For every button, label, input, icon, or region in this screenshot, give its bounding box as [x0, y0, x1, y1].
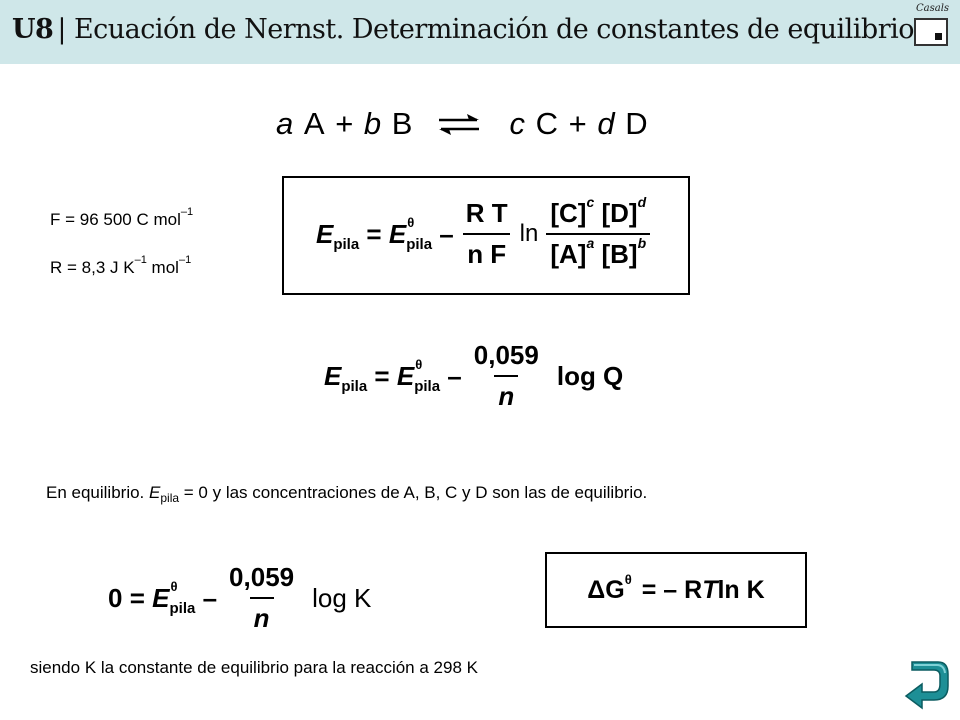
- species-b: B: [391, 106, 414, 141]
- publisher-logo: Casals: [912, 2, 952, 50]
- gibbs-equation-box: ΔG θ = – R T ln K: [545, 552, 807, 628]
- coef-d: d: [597, 106, 616, 141]
- rt-over-nf: $\frac{\text{R T}}{\text{n F}}$: [462, 198, 512, 270]
- chemical-reaction: a A + b B c C + d D: [276, 106, 649, 141]
- coef-c: c: [509, 106, 526, 141]
- logo-icon: [914, 18, 948, 46]
- slide-header: [0, 0, 960, 64]
- nernst-equation: E pila = E θ pila – $\frac{\text{R T}}{\text{n F}}$ ln $\frac{[C]^c [D]^d}{[A]^a [B]^b}$: [316, 198, 658, 270]
- species-a: A: [303, 106, 326, 141]
- coef-b: b: [363, 106, 383, 141]
- return-arrow-icon: [904, 656, 952, 710]
- coef-over-n-eq: $\frac{0,059}{n}$: [229, 562, 295, 633]
- species-c: C: [535, 106, 559, 141]
- coef-over-n: $\frac{0,059}{n}$: [473, 340, 539, 411]
- gas-constant: R = 8,3 J $K^{-1}$ mol$^{-1}$: [50, 254, 192, 277]
- coef-a: a: [276, 106, 295, 141]
- return-arrow-button[interactable]: [904, 656, 952, 710]
- title-separator: |: [57, 14, 66, 45]
- equilibrium-note: En equilibrio. $E_{pila} = 0$ y las concentraciones de A, B, C y D son las de equilibrio.: [46, 483, 648, 505]
- species-d: D: [625, 106, 649, 141]
- physical-constants: [50, 206, 194, 306]
- reaction-quotient: $\frac{[C]^c [D]^d}{[A]^a [B]^b}$: [546, 198, 650, 270]
- unit-label: U8: [12, 14, 54, 45]
- footer-note: siendo K la constante de equilibrio para la reacción a 298 K: [30, 658, 478, 677]
- nernst-equation-box: [282, 176, 690, 295]
- equilibrium-arrows-icon: [435, 112, 483, 136]
- slide-title: [12, 14, 914, 45]
- faraday-constant: F = 96 500 C mol$^{-1}$: [50, 206, 194, 229]
- equilibrium-equation: 0 = E θ pila – $\frac{0,059}{n}$ log K: [108, 562, 372, 633]
- title-text: Ecuación de Nernst. Determinación de constantes de equilibrio: [73, 14, 914, 45]
- nernst-log-equation: E pila = E θ pila – $\frac{0,059}{n}$ log Q: [324, 340, 624, 411]
